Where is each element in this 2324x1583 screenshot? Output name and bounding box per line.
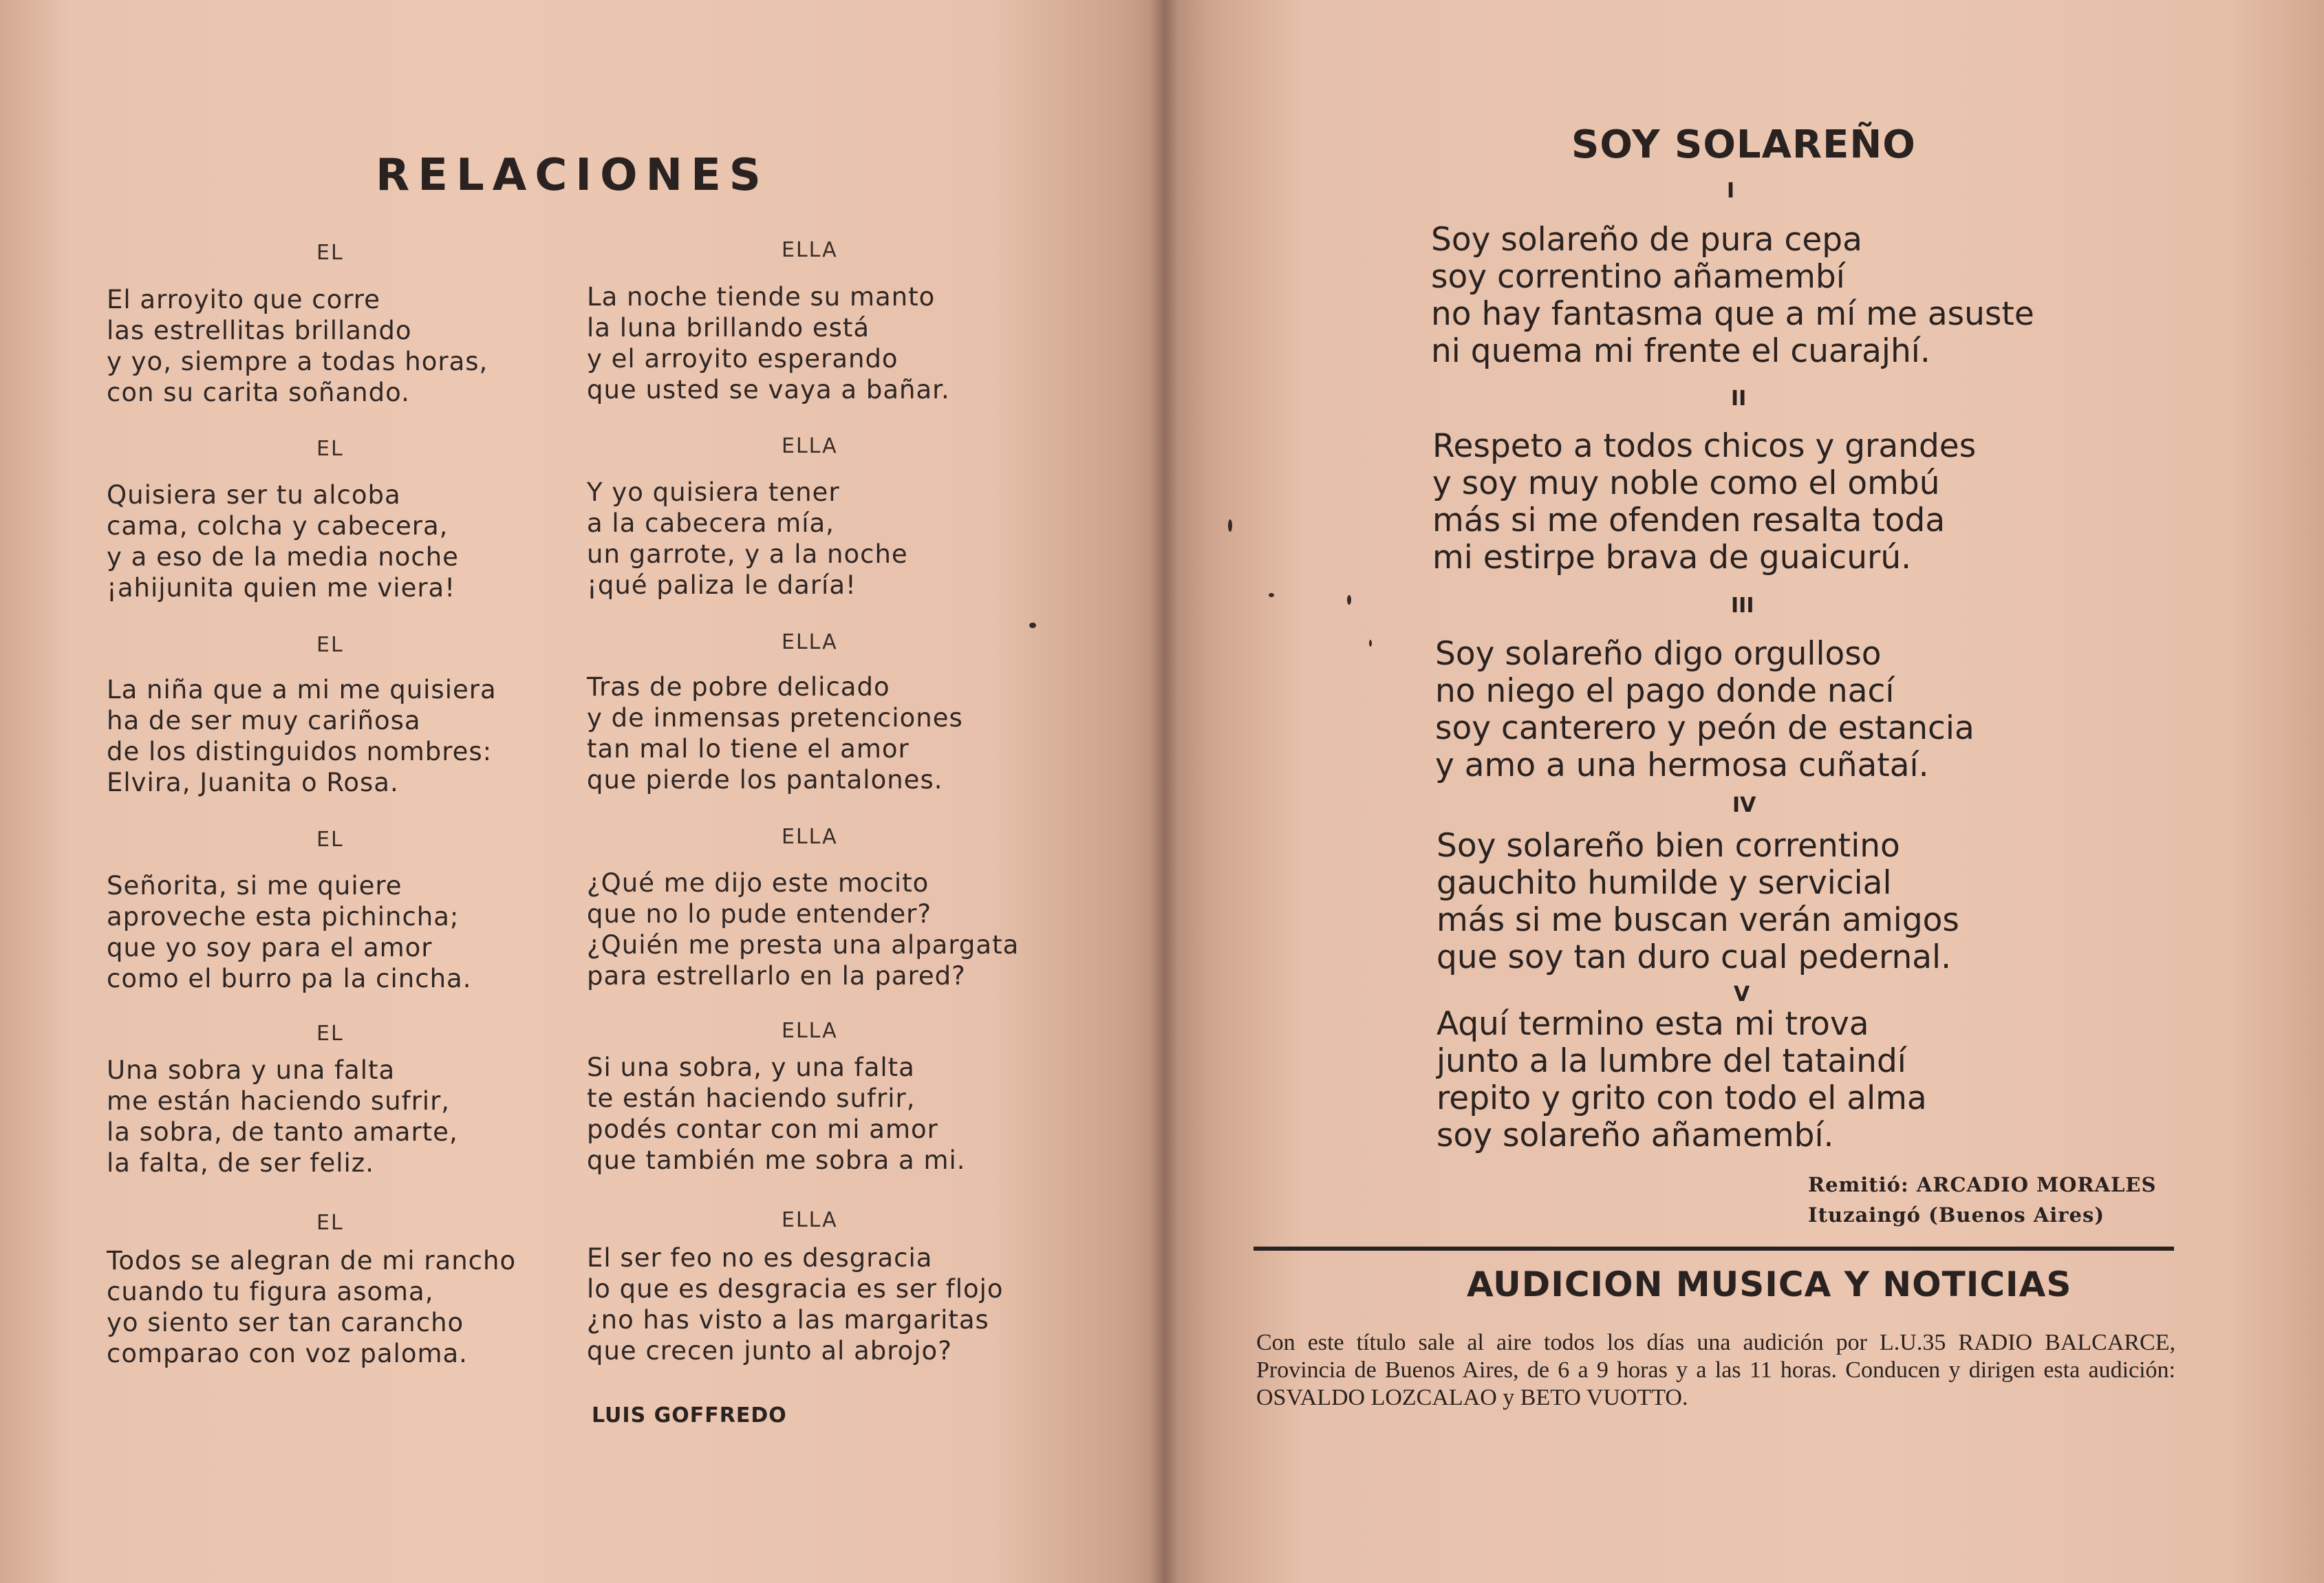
verse-line: mi estirpe brava de guaicurú. — [1432, 539, 1912, 577]
verse-line: El arroyito que corre — [107, 285, 380, 314]
speaker-el: EL — [316, 437, 344, 461]
stanza — [587, 1052, 966, 1176]
verse-line: te están haciendo sufrir, — [587, 1084, 916, 1113]
verse-line: lo que es desgracia es ser flojo — [587, 1274, 1004, 1304]
verse-line: y de inmensas pretenciones — [587, 703, 963, 733]
verse-line: cuando tu figura asoma, — [107, 1277, 434, 1306]
verse-line: comparao con voz paloma. — [107, 1339, 468, 1368]
verse-line: Soy solareño bien correntino — [1437, 827, 1900, 865]
verse-line: no hay fantasma que a mí me asuste — [1431, 295, 2034, 333]
speaker-el: EL — [316, 633, 344, 657]
verse-line: Una sobra y una falta — [107, 1055, 396, 1085]
verse-line: Quisiera ser tu alcoba — [107, 480, 401, 510]
stanza-numeral: IV — [1732, 793, 1756, 817]
verse-line: y yo, siempre a todas horas, — [107, 347, 488, 376]
verse-line: gauchito humilde y servicial — [1437, 864, 1892, 902]
stanza — [107, 284, 488, 408]
stanza-numeral: II — [1731, 387, 1747, 411]
verse-line: que pierde los pantalones. — [587, 765, 943, 795]
speaker-el: EL — [316, 1022, 344, 1046]
speaker-ella: ELLA — [782, 825, 838, 849]
verse-line: soy correntino añamembí — [1431, 258, 1845, 296]
poem-title-soy-solareno: SOY SOLAREÑO — [1571, 122, 1916, 167]
speaker-el: EL — [316, 828, 344, 852]
verse-line: ¿Qué me dijo este mocito — [587, 868, 929, 898]
verse-line: tan mal lo tiene el amor — [587, 734, 910, 764]
remitio-credit — [1808, 1170, 2156, 1230]
verse-line: ¿no has visto a las margaritas — [587, 1305, 989, 1335]
verse-line: Aquí termino esta mi trova — [1437, 1005, 1869, 1043]
verse-line: Elvira, Juanita o Rosa. — [107, 768, 399, 797]
ad-title: AUDICION MUSICA Y NOTICIAS — [1467, 1264, 2072, 1304]
verse-line: podés contar con mi amor — [587, 1114, 938, 1144]
verse-line: a la cabecera mía, — [587, 508, 835, 538]
verse-line: de los distinguidos nombres: — [107, 737, 493, 766]
verse-line: como el burro pa la cincha. — [107, 964, 472, 993]
verse-line: que yo soy para el amor — [107, 933, 433, 962]
verse-line: me están haciendo sufrir, — [107, 1086, 451, 1116]
stanza — [107, 674, 497, 798]
poem-title-relaciones: RELACIONES — [376, 150, 769, 201]
stanza — [587, 477, 908, 601]
verse-line: Señorita, si me quiere — [107, 871, 402, 901]
verse-line: un garrote, y a la noche — [587, 539, 908, 569]
verse-line: que también me sobra a mi. — [587, 1145, 966, 1175]
stanza — [587, 868, 1019, 991]
verse-line: que no lo pude entender? — [587, 899, 932, 929]
stanza — [587, 1242, 1004, 1366]
verse-line: que usted se vaya a bañar. — [587, 375, 950, 405]
stanza — [107, 1055, 458, 1178]
verse-line: cama, colcha y cabecera, — [107, 511, 449, 541]
verse-line: repito y grito con todo el alma — [1437, 1079, 1927, 1117]
verse-line: más si me buscan verán amigos — [1437, 901, 1959, 939]
verse-line: El ser feo no es desgracia — [587, 1243, 933, 1273]
verse-line: que soy tan duro cual pedernal. — [1437, 938, 1952, 976]
stanza — [107, 870, 471, 994]
speaker-el: EL — [316, 1211, 344, 1235]
remitio-line: Remitió: ARCADIO MORALES — [1808, 1173, 2157, 1196]
speaker-ella: ELLA — [782, 238, 838, 262]
speaker-ella: ELLA — [782, 434, 838, 458]
verse-line: La noche tiende su manto — [587, 282, 936, 312]
paper-speck — [1269, 593, 1274, 597]
verse-line: y amo a una hermosa cuñataí. — [1435, 746, 1929, 784]
verse-line: las estrellitas brillando — [107, 316, 412, 345]
stanza — [1432, 428, 1976, 577]
verse-line: Si una sobra, y una falta — [587, 1053, 915, 1082]
verse-line: la sobra, de tanto amarte, — [107, 1117, 458, 1147]
stanza — [1437, 1006, 1927, 1154]
verse-line: ¡qué paliza le daría! — [587, 570, 857, 600]
verse-line: Soy solareño digo orgulloso — [1435, 635, 1882, 673]
verse-line: no niego el pago donde nací — [1435, 672, 1895, 710]
section-divider — [1254, 1247, 2174, 1251]
paper-speck — [1228, 519, 1232, 532]
verse-line: y el arroyito esperando — [587, 344, 899, 374]
speaker-ella: ELLA — [782, 1019, 838, 1043]
paper-speck — [1347, 595, 1351, 605]
location-line: Ituzaingó (Buenos Aires) — [1808, 1203, 2105, 1227]
verse-line: la falta, de ser feliz. — [107, 1148, 374, 1178]
speaker-el: EL — [316, 241, 344, 265]
stanza — [1435, 636, 1975, 784]
stanza — [587, 281, 950, 405]
verse-line: soy solareño añamembí. — [1437, 1117, 1834, 1154]
stanza — [107, 480, 459, 603]
verse-line: Respeto a todos chicos y grandes — [1432, 427, 1977, 465]
stanza-numeral: III — [1731, 594, 1754, 618]
speaker-ella: ELLA — [782, 630, 838, 654]
speaker-ella: ELLA — [782, 1208, 838, 1232]
verse-line: ni quema mi frente el cuarajhí. — [1431, 332, 1930, 370]
verse-line: Tras de pobre delicado — [587, 672, 890, 702]
paper-speck — [1029, 623, 1036, 628]
verse-line: ha de ser muy cariñosa — [107, 706, 421, 735]
verse-line: ¡ahijunita quien me viera! — [107, 573, 456, 603]
stanza-numeral: V — [1734, 982, 1750, 1006]
verse-line: Todos se alegran de mi rancho — [107, 1246, 517, 1275]
verse-line: yo siento ser tan carancho — [107, 1308, 464, 1337]
verse-line: La niña que a mi me quisiera — [107, 675, 497, 704]
verse-line: con su carita soñando. — [107, 378, 410, 407]
stanza — [1431, 222, 2034, 370]
stanza-numeral: I — [1727, 179, 1735, 203]
author-name: LUIS GOFFREDO — [592, 1403, 787, 1428]
verse-line: Y yo quisiera tener — [587, 477, 840, 507]
verse-line: ¿Quién me presta una alpargata — [587, 930, 1020, 960]
verse-line: y soy muy noble como el ombú — [1432, 464, 1940, 502]
verse-line: Soy solareño de pura cepa — [1431, 221, 1862, 259]
ad-body: Con este título sale al aire todos los días una audición por L.U.35 RADIO BALCARCE, Provincia de Buenos Aires, de 6 a 9 horas y a las 11 horas. Conducen y dirigen esta audición: OSVALDO LOZCALAO y BETO VUOTTO. — [1256, 1330, 2175, 1410]
stanza — [587, 671, 963, 795]
verse-line: y a eso de la media noche — [107, 542, 459, 572]
verse-line: soy canterero y peón de estancia — [1435, 709, 1975, 747]
stanza — [107, 1245, 516, 1369]
book-gutter — [1150, 0, 1178, 1583]
verse-line: que crecen junto al abrojo? — [587, 1336, 952, 1366]
stanza — [1437, 828, 1959, 976]
paper-speck — [1369, 640, 1372, 647]
verse-line: más si me ofenden resalta toda — [1432, 502, 1946, 539]
verse-line: junto a la lumbre del tataindí — [1437, 1042, 1906, 1080]
verse-line: la luna brillando está — [587, 313, 870, 343]
verse-line: para estrellarlo en la pared? — [587, 961, 966, 991]
verse-line: aproveche esta pichincha; — [107, 902, 460, 932]
